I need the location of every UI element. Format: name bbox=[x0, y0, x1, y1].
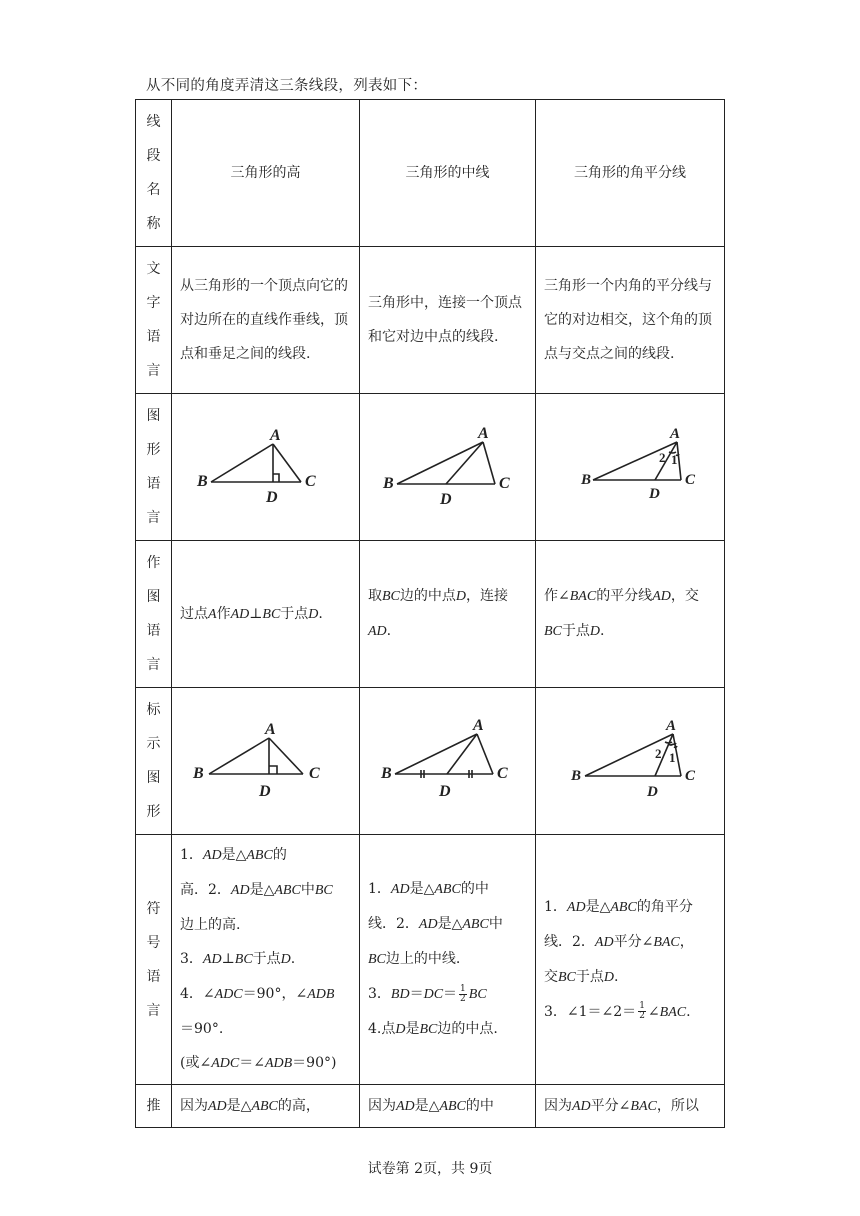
label-d: D bbox=[439, 491, 452, 508]
cell-median-figure bbox=[360, 394, 536, 541]
label-d: D bbox=[438, 783, 451, 800]
cell-median-text: 三角形中，连接一个顶点和它对边中点的线段. bbox=[360, 247, 536, 394]
cell-altitude-marked bbox=[172, 688, 360, 835]
angle-label-1: 1 bbox=[671, 452, 678, 467]
table-row-reason bbox=[136, 1085, 725, 1128]
cell-altitude-figure bbox=[172, 394, 360, 541]
cell-bisector-figure bbox=[536, 394, 725, 541]
row-header-reason: 推 bbox=[136, 1085, 172, 1128]
table-row-text bbox=[136, 247, 725, 394]
label-a: A bbox=[670, 426, 681, 442]
label-d: D bbox=[649, 486, 660, 502]
page-footer: 试卷第 2页，共 9页 bbox=[367, 1161, 493, 1177]
fraction-half: $\frac{1}{2}$ bbox=[460, 983, 466, 1004]
cell-bisector-symbol: 1．AD是△ABC的角平分 线．2．AD平分∠BAC， 交BC于点D. 3．∠1＝∠2＝ $\frac{1}{2}$ ∠BAC. bbox=[536, 835, 725, 1085]
fraction-half: $\frac{1}{2}$ bbox=[639, 1001, 645, 1021]
row-header-name: 线段名称 bbox=[136, 100, 172, 247]
bisector-triangle-figure bbox=[555, 422, 705, 512]
label-b: B bbox=[380, 765, 392, 782]
row-header-symbol: 符号语言 bbox=[136, 835, 172, 1085]
label-a: A bbox=[472, 717, 484, 734]
cell-bisector-text: 三角形一个内角的平分线与它的对边相交，这个角的顶点与交点之间的线段. bbox=[536, 247, 725, 394]
cell-median-marked bbox=[360, 688, 536, 835]
label-d: D bbox=[647, 784, 658, 800]
cell-bisector-reason: 因为AD平分∠BAC，所以 bbox=[536, 1085, 725, 1128]
table-row-figure bbox=[136, 394, 725, 541]
table-row-name bbox=[136, 100, 725, 247]
cell-median-symbol: 1．AD是△ABC的中 线．2．AD是△ABC中 BC边上的中线. 3．BD＝DC＝ $\frac{1}{2}$ BC 4.点D是BC边的中点. bbox=[360, 835, 536, 1085]
label-c: C bbox=[498, 475, 510, 492]
cell-median-construct: 取BC边的中点D，连接 AD. bbox=[360, 541, 536, 688]
angle-label-1: 1 bbox=[669, 750, 676, 765]
comparison-table bbox=[135, 99, 725, 1128]
table-row-construct bbox=[136, 541, 725, 688]
label-a: A bbox=[666, 718, 677, 734]
angle-label-2: 2 bbox=[655, 746, 662, 761]
label-c: C bbox=[304, 473, 316, 490]
cell-altitude-construct: 过点A作AD⊥BC于点D. bbox=[172, 541, 360, 688]
median-triangle-figure bbox=[373, 422, 523, 512]
row-header-construct: 作图语言 bbox=[136, 541, 172, 688]
label-d: D bbox=[258, 783, 271, 800]
cell-median-name: 三角形的中线 bbox=[360, 100, 536, 247]
median-marked-figure bbox=[373, 716, 523, 806]
altitude-marked-figure bbox=[191, 716, 341, 806]
label-c: C bbox=[685, 768, 696, 784]
intro-text: 从不同的角度弄清这三条线段，列表如下： bbox=[146, 78, 428, 94]
row-header-text: 文字语言 bbox=[136, 247, 172, 394]
bisector-marked-figure bbox=[555, 716, 705, 806]
label-b: B bbox=[382, 475, 394, 492]
label-c: C bbox=[496, 765, 508, 782]
label-b: B bbox=[571, 768, 582, 784]
cell-bisector-construct: 作∠BAC的平分线AD，交 BC于点D. bbox=[536, 541, 725, 688]
label-c: C bbox=[685, 472, 696, 488]
label-b: B bbox=[196, 473, 208, 490]
label-a: A bbox=[264, 721, 276, 738]
table-row-marked bbox=[136, 688, 725, 835]
altitude-triangle-figure bbox=[191, 422, 341, 512]
label-c: C bbox=[308, 765, 320, 782]
label-d: D bbox=[265, 489, 278, 506]
table-row-symbol bbox=[136, 835, 725, 1085]
cell-altitude-symbol: 1．AD是△ABC的 高．2．AD是△ABC中BC 边上的高. 3．AD⊥BC于点D. 4．∠ADC＝90°，∠ADB ＝90°. (或∠ADC＝∠ADB＝90°) bbox=[172, 835, 360, 1085]
label-b: B bbox=[581, 472, 592, 488]
cell-bisector-marked bbox=[536, 688, 725, 835]
cell-median-reason: 因为AD是△ABC的中 bbox=[360, 1085, 536, 1128]
label-a: A bbox=[269, 427, 281, 444]
angle-label-2: 2 bbox=[659, 450, 666, 465]
label-a: A bbox=[477, 425, 489, 442]
cell-altitude-reason: 因为AD是△ABC的高， bbox=[172, 1085, 360, 1128]
row-header-marked: 标示图形 bbox=[136, 688, 172, 835]
label-b: B bbox=[192, 765, 204, 782]
row-header-figure: 图形语言 bbox=[136, 394, 172, 541]
cell-altitude-name: 三角形的高 bbox=[172, 100, 360, 247]
cell-bisector-name: 三角形的角平分线 bbox=[536, 100, 725, 247]
cell-altitude-text: 从三角形的一个顶点向它的对边所在的直线作垂线，顶点和垂足之间的线段. bbox=[172, 247, 360, 394]
